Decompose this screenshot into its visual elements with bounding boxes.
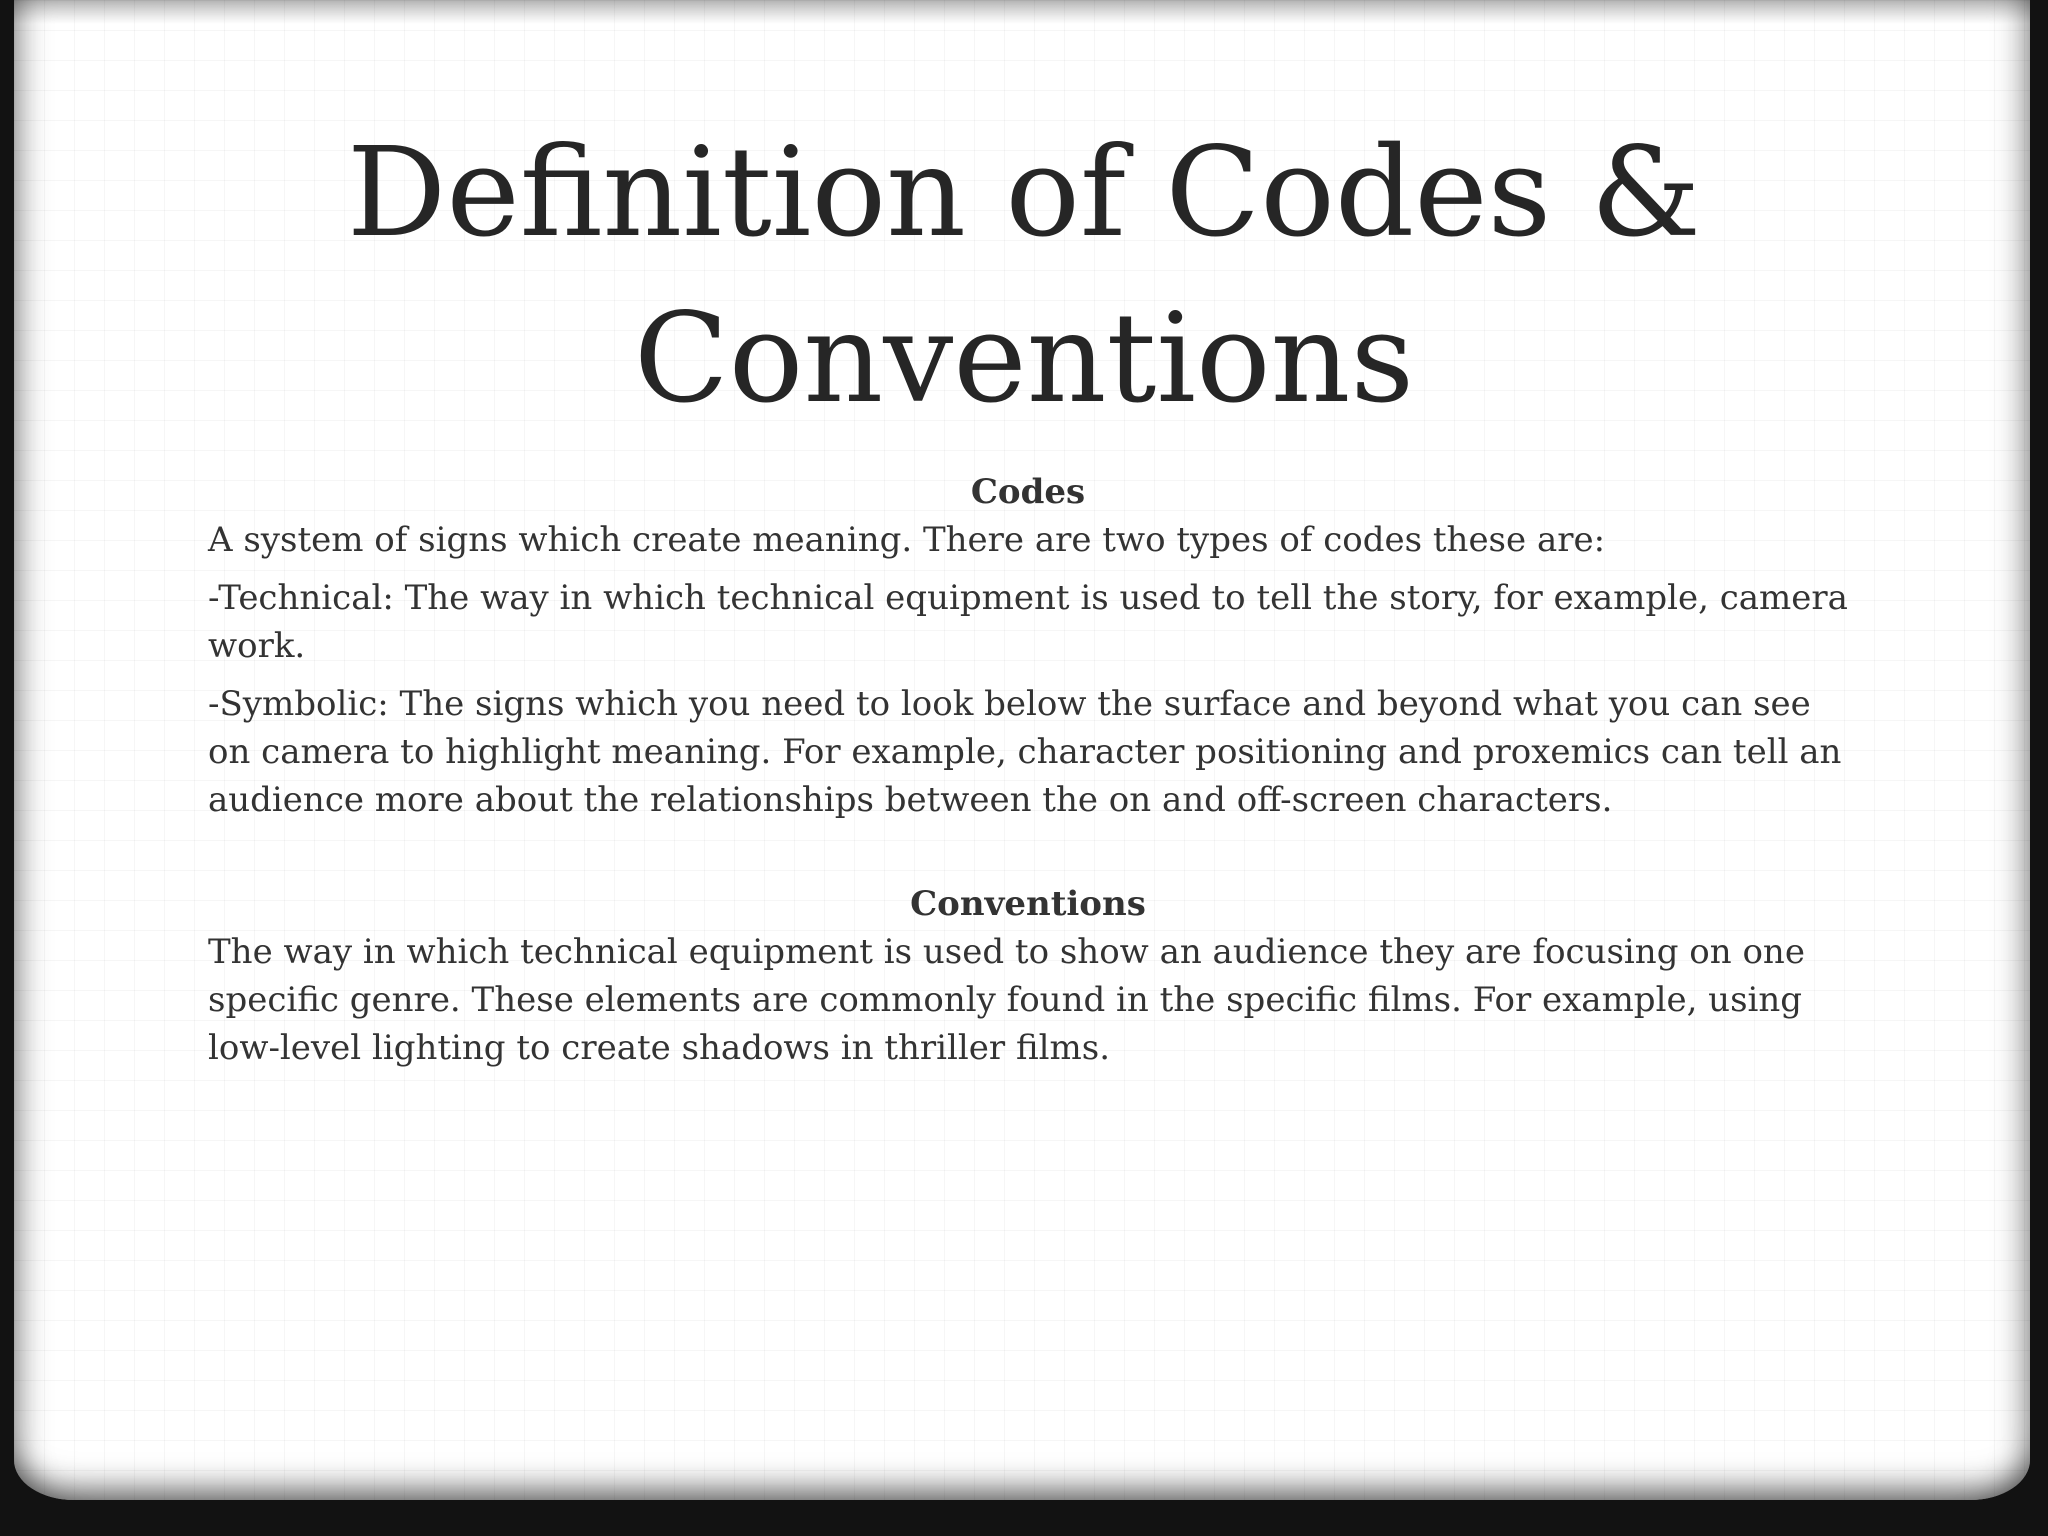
section-spacer — [208, 834, 1848, 880]
slide-title — [0, 110, 2048, 442]
slide-title-line-2: Conventions — [633, 287, 1415, 431]
codes-definition: A system of signs which create meaning. There are two types of codes these are: — [208, 520, 1606, 560]
codes-symbolic: -Symbolic: The signs which you need to look below the surface and beyond what you can see on camera to highlight meaning. For example, character positioning and proxemics can tell an audience more about the relationships between the on and off-screen characters. — [208, 684, 1842, 820]
codes-heading: Codes — [970, 472, 1086, 512]
slide-title-line-1: Definition of Codes & — [346, 121, 1702, 265]
codes-technical: -Technical: The way in which technical equipment is used to tell the story, for example, camera work. — [208, 578, 1848, 666]
slide-body — [208, 468, 1848, 1082]
conventions-heading: Conventions — [910, 884, 1146, 924]
conventions-definition: The way in which technical equipment is used to show an audience they are focusing on one specific genre. These elements are commonly found in the specific films. For example, using low-level lighting to create shadows in thriller films. — [208, 932, 1805, 1068]
